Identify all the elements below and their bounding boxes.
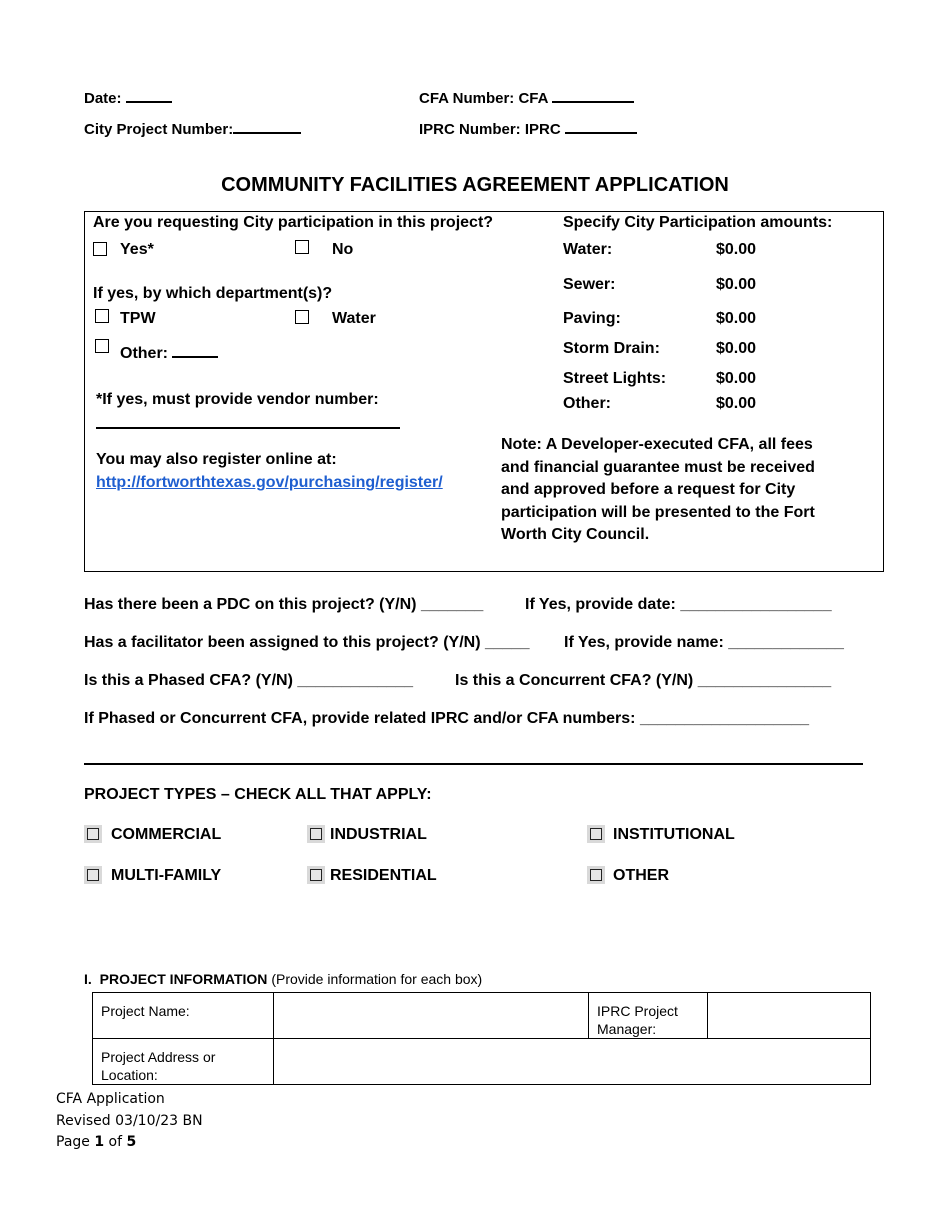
iprc-number-blank[interactable] [565, 116, 637, 134]
footer [56, 1089, 203, 1154]
date-blank[interactable] [126, 85, 172, 103]
register-link[interactable]: http://fortworthtexas.gov/purchasing/register/ [96, 474, 443, 491]
amount-label: Street Lights: [563, 370, 667, 387]
address-input[interactable] [274, 1039, 871, 1085]
city-project-label: City Project Number: [84, 121, 234, 138]
yes-label: Yes* [120, 241, 154, 258]
note-line: and financial guarantee must be received [501, 458, 815, 476]
commercial-checkbox[interactable] [84, 825, 102, 843]
amount-value[interactable]: $0.00 [716, 395, 757, 412]
note-line: and approved before a request for City [501, 481, 796, 498]
iprc-number-label: IPRC Number: IPRC [419, 121, 561, 138]
yes-checkbox[interactable] [93, 242, 107, 256]
participation-question: Are you requesting City participation in this project? [93, 214, 494, 231]
amount-label: Paving: [563, 310, 621, 327]
amounts-heading: Specify City Participation amounts: [563, 214, 833, 231]
other-type-label: OTHER [613, 867, 669, 884]
section-number: I. [84, 971, 92, 987]
project-info-heading [84, 971, 482, 987]
residential-label: RESIDENTIAL [330, 867, 437, 884]
amount-value[interactable]: $0.00 [716, 310, 757, 327]
tpw-label: TPW [120, 310, 156, 327]
concurrent-question[interactable]: Is this a Concurrent CFA? (Y/N) _______________ [455, 672, 832, 689]
cfa-number-blank[interactable] [552, 85, 634, 103]
register-text: You may also register online at: [96, 451, 337, 468]
note-line: Worth City Council. [501, 526, 650, 543]
water-checkbox[interactable] [295, 310, 309, 324]
no-checkbox[interactable] [295, 240, 309, 254]
iprc-number-field[interactable] [419, 116, 637, 138]
page-number [56, 1132, 203, 1154]
facilitator-question[interactable]: Has a facilitator been assigned to this project? (Y/N) _____ [84, 634, 530, 651]
pdc-question[interactable]: Has there been a PDC on this project? (Y/N) _______ [84, 596, 484, 613]
section-note: (Provide information for each box) [271, 971, 483, 987]
manager-label: IPRC Project Manager: [589, 993, 708, 1039]
pdc-date-question[interactable]: If Yes, provide date: _________________ [525, 596, 832, 613]
note-block [501, 434, 815, 547]
date-field[interactable] [84, 85, 172, 107]
related-numbers-blank[interactable] [84, 763, 863, 765]
cfa-number-field[interactable] [419, 85, 634, 107]
note-line: Note: A Developer-executed CFA, all fees [501, 436, 813, 453]
water-dept-label: Water [332, 310, 376, 327]
no-label: No [332, 241, 354, 258]
commercial-label: COMMERCIAL [111, 826, 222, 843]
address-label: Project Address or Location: [93, 1039, 274, 1085]
industrial-checkbox[interactable] [307, 825, 325, 843]
amount-label: Storm Drain: [563, 340, 660, 357]
project-name-input[interactable] [274, 993, 589, 1039]
amount-value[interactable]: $0.00 [716, 340, 757, 357]
phased-question[interactable]: Is this a Phased CFA? (Y/N) _____________ [84, 672, 414, 689]
other-dept-label: Other: [120, 345, 168, 362]
project-name-label: Project Name: [93, 993, 274, 1039]
note-line: participation will be presented to the Fort [501, 503, 815, 521]
industrial-label: INDUSTRIAL [330, 826, 427, 843]
institutional-label: INSTITUTIONAL [613, 826, 735, 843]
vendor-note: *If yes, must provide vendor number: [96, 391, 379, 408]
multi-family-label: MULTI-FAMILY [111, 867, 222, 884]
amount-label: Sewer: [563, 276, 616, 293]
footer-line: CFA Application [56, 1091, 165, 1107]
section-title: PROJECT INFORMATION [99, 971, 268, 987]
manager-input[interactable] [708, 993, 871, 1039]
department-question: If yes, by which department(s)? [93, 285, 333, 302]
other-dept-field[interactable] [120, 340, 218, 363]
institutional-checkbox[interactable] [587, 825, 605, 843]
amount-label: Water: [563, 241, 613, 258]
amount-value[interactable]: $0.00 [716, 276, 757, 293]
project-types-heading: PROJECT TYPES – CHECK ALL THAT APPLY: [84, 786, 432, 803]
page-prefix: Page [56, 1134, 95, 1150]
cfa-number-label: CFA Number: CFA [419, 90, 548, 107]
date-label: Date: [84, 90, 122, 107]
facilitator-name-question[interactable]: If Yes, provide name: _____________ [564, 634, 844, 651]
footer-line: Revised 03/10/23 BN [56, 1112, 203, 1129]
page-total: 5 [126, 1134, 137, 1150]
project-info-table [92, 992, 871, 1085]
residential-checkbox[interactable] [307, 866, 325, 884]
tpw-checkbox[interactable] [95, 309, 109, 323]
multi-family-checkbox[interactable] [84, 866, 102, 884]
other-dept-checkbox[interactable] [95, 339, 109, 353]
amount-label: Other: [563, 395, 611, 412]
vendor-number-blank[interactable] [96, 427, 400, 429]
amount-value[interactable]: $0.00 [716, 241, 757, 258]
other-dept-blank[interactable] [172, 340, 218, 358]
amount-value[interactable]: $0.00 [716, 370, 757, 387]
city-project-number-field[interactable] [84, 116, 301, 138]
page-current: 1 [94, 1134, 105, 1150]
other-type-checkbox[interactable] [587, 866, 605, 884]
related-numbers-question[interactable]: If Phased or Concurrent CFA, provide related IPRC and/or CFA numbers: ___________________ [84, 710, 810, 727]
page-of: of [104, 1134, 127, 1150]
page-title: COMMUNITY FACILITIES AGREEMENT APPLICATION [221, 174, 729, 196]
city-project-blank[interactable] [233, 116, 301, 134]
